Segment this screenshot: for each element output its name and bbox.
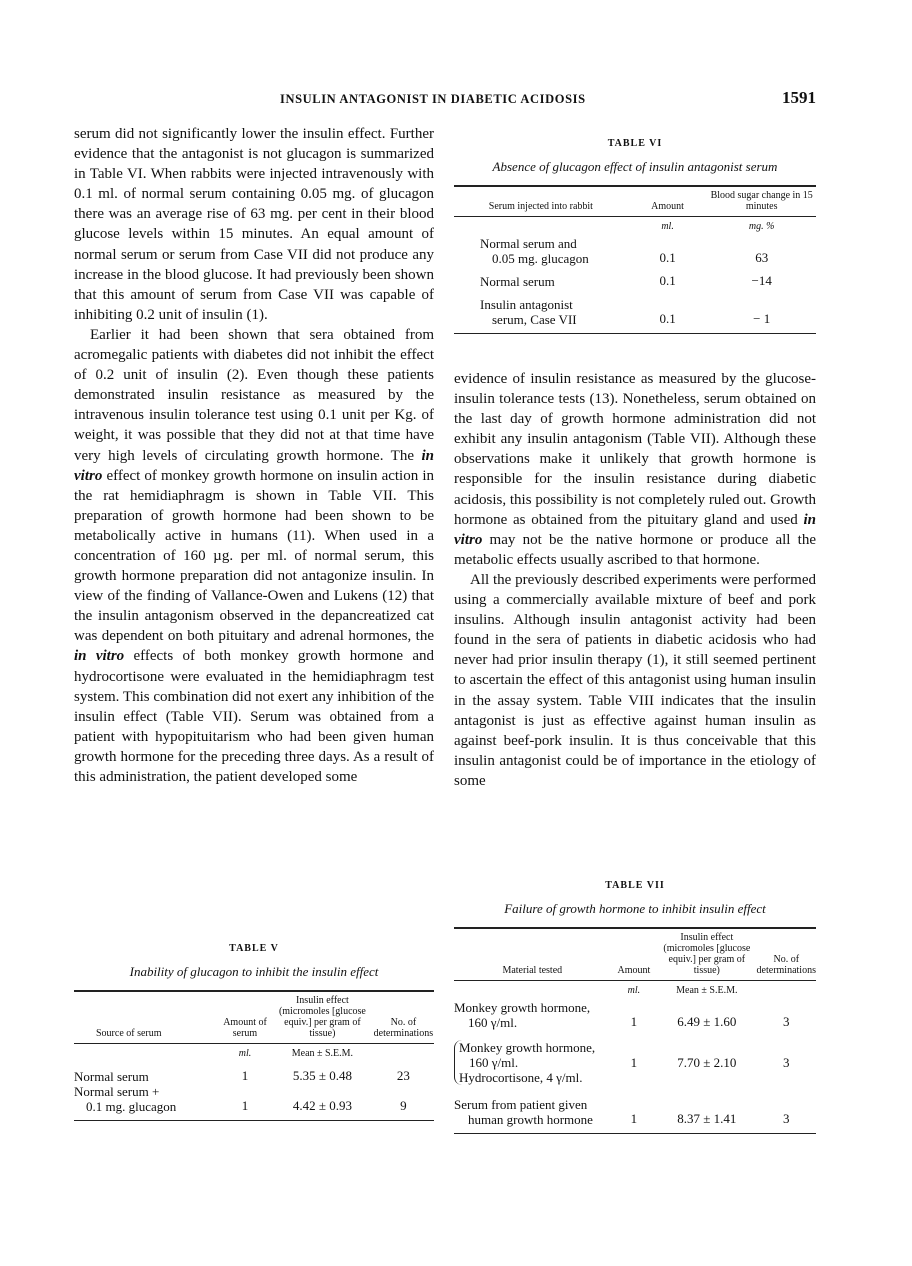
column-header: Insulin effect (micromoles [glucose equiv.] per gram of tissue) <box>663 932 751 976</box>
data-table <box>74 995 434 1121</box>
unit-label: mg. % <box>748 221 775 232</box>
table-row: Monkey growth hormone, 160 γ/ml. 1 6.49 ± 1.60 3 <box>454 1000 790 1030</box>
column-header: No. of determinations <box>373 1017 434 1039</box>
table-v <box>74 943 434 1121</box>
column-header: Blood sugar change in 15 minutes <box>710 190 813 212</box>
table-row: Insulin antagonist serum, Case VII 0.1 − 1 <box>480 297 771 327</box>
table-caption: Failure of growth hormone to inhibit insulin effect <box>504 901 766 916</box>
table-row: Normal serum and 0.05 mg. glucagon 0.1 63 <box>480 236 769 266</box>
page-header <box>0 88 912 116</box>
running-title: INSULIN ANTAGONIST IN DIABETIC ACIDOSIS <box>280 92 586 106</box>
table-vii <box>454 880 816 1134</box>
data-table <box>454 932 816 1134</box>
table-row: Monkey growth hormone, 160 γ/ml. Hydrocortisone, 4 γ/ml. 1 7.70 ± 2.10 3 <box>454 1030 816 1085</box>
table-row: Normal serum + 0.1 mg. glucagon 1 4.42 ± 0.93 9 <box>74 1084 407 1114</box>
page-number: 1591 <box>782 88 816 107</box>
unit-label: Mean ± S.E.M. <box>291 1048 354 1059</box>
table-label: TABLE V <box>229 943 279 954</box>
column-header: Source of serum <box>96 1028 162 1039</box>
column-header: Material tested <box>502 965 563 976</box>
column-header: Insulin effect (micromoles [glucose equiv.] per gram of tissue) <box>278 995 366 1039</box>
table-label: TABLE VI <box>607 138 663 149</box>
column-header: Amount of serum <box>223 1017 267 1039</box>
table-label: TABLE VII <box>605 880 665 891</box>
column-header: Serum injected into rabbit <box>488 201 593 212</box>
right-paragraph-1: evidence of insulin resistance as measured by the glucose-insulin tolerance tests (13). Nonetheless, serum obtained on the last day of growth hormone administration did not exhibit any insulin antagonism (Table VII). Although these observations make it unlikely that growth hormone is responsible for the insulin resistance during diabetic acidosis, this possibility is not completely ruled out. Growth hormone as obtained from the pituitary gland and used in vitro may not be the native hormone or produce all the metabolic effects usually ascribed to that hormone. <box>454 371 816 568</box>
data-table <box>454 190 816 334</box>
right-paragraph-2: All the previously described experiments were performed using a commercially available mixture of beef and pork insulins. Although insulin antagonist activity had been found in the sera of patients in diabetic acidosis who had never had prior insulin therapy (1), it still seemed pertinent to ascertain the effect of this antagonist using human insulin in the assay system. Table VIII indicates that the insulin antagonist is just as effective against human insulin as against beef-pork insulin. It is thus conceivable that this insulin antagonist could be of importance in the etiology of some <box>454 571 816 789</box>
table-vi <box>454 138 816 334</box>
column-header: Amount <box>651 201 684 212</box>
left-column <box>74 124 434 787</box>
left-paragraph-1: serum did not significantly lower the insulin effect. Further evidence that the antagonist is not glucagon is summarized in Table VI. When rabbits were injected intravenously with 0.1 ml. of normal serum containing 0.05 mg. of glucagon there was an average rise of 63 mg. per cent in their blood glucose levels within 15 minutes. An equal amount of normal serum or serum from Case VII did not produce any increase in the blood glucose. It had previously been shown that this amount of serum from Case VII was capable of inhibiting 0.2 unit of insulin (1). <box>74 126 434 323</box>
table-row: Normal serum 1 5.35 ± 0.48 23 <box>74 1068 410 1084</box>
table-caption: Inability of glucagon to inhibit the insulin effect <box>129 964 379 979</box>
left-paragraph-2: Earlier it had been shown that sera obtained from acromegalic patients with diabetes did not inhibit the effect of 0.2 unit of insulin (2). Even though these patients demonstrated insulin resistance as measured by the intravenous insulin tolerance test using 0.1 unit per Kg. of weight, it was possible that they did not at that time have very high levels of circulating growth hormone. The in vitro effect of monkey growth hormone on insulin action in the rat hemidiaphragm is shown in Table VII. This preparation of growth hormone had been shown to be metabolically active in humans (11). When used in a concentration of 160 µg. per ml. of normal serum, this growth hormone preparation did not antagonize insulin. In view of the finding of Vallance-Owen and Lukens (12) that the insulin antagonism observed in the depancreatized cat was dependent on both pituitary and adrenal hormones, the in vitro effects of both monkey growth hormone and hydrocortisone were evaluated in the hemidiaphragm test system. This combination did not exert any inhibition of the insulin effect (Table VII). Serum was obtained from a patient with hypopituitarism who had been given human growth hormone for the preceding three days. As a result of this administration, the patient developed some <box>74 326 434 785</box>
right-column <box>454 369 816 791</box>
table-caption: Absence of glucagon effect of insulin antagonist serum <box>492 159 778 174</box>
unit-label: ml. <box>238 1048 252 1059</box>
column-header: No. of determinations <box>756 954 816 976</box>
table-row: Serum from patient given human growth hormone 1 8.37 ± 1.41 3 <box>454 1097 790 1127</box>
table-row: Normal serum 0.1 −14 <box>480 273 772 289</box>
column-header: Amount <box>617 965 651 976</box>
unit-label: Mean ± S.E.M. <box>676 985 738 996</box>
unit-label: ml. <box>661 221 674 232</box>
unit-label: ml. <box>627 985 641 996</box>
